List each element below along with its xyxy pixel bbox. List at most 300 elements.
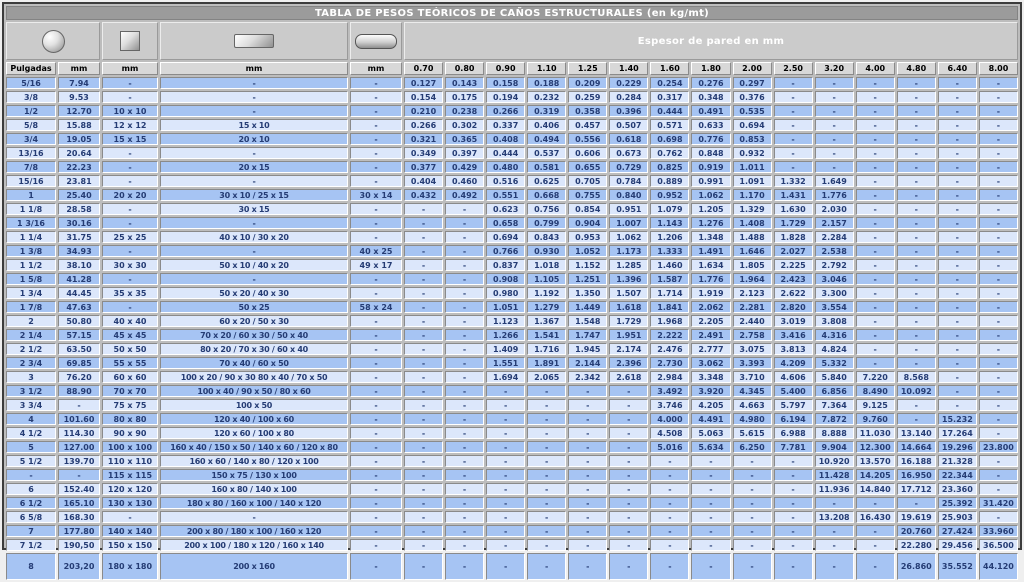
weights-table bbox=[4, 4, 1020, 582]
cell-weight: - bbox=[568, 497, 607, 509]
cell-dimension: - bbox=[102, 217, 158, 229]
table-row bbox=[6, 273, 1018, 285]
cell-weight: - bbox=[609, 539, 648, 551]
cell-weight: 2.491 bbox=[691, 329, 730, 341]
cell-weight: - bbox=[445, 483, 484, 495]
square-tube-header-cell bbox=[102, 22, 158, 60]
cell-weight: - bbox=[938, 189, 977, 201]
cell-weight: 13.570 bbox=[856, 455, 895, 467]
cell-weight: 1.018 bbox=[527, 259, 566, 271]
cell-dimension: 180 x 180 bbox=[102, 553, 158, 580]
cell-weight: 0.694 bbox=[733, 119, 772, 131]
thickness-column-header: 1.25 bbox=[568, 62, 607, 75]
cell-weight: - bbox=[609, 483, 648, 495]
cell-dimension: 30 x 14 bbox=[350, 189, 402, 201]
cell-weight: - bbox=[445, 217, 484, 229]
cell-weight: 5.634 bbox=[691, 441, 730, 453]
cell-pulgadas: 13/16 bbox=[6, 147, 56, 159]
cell-dimension: - bbox=[350, 539, 402, 551]
cell-weight: 1.776 bbox=[815, 189, 854, 201]
cell-weight: 6.856 bbox=[815, 385, 854, 397]
cell-weight: - bbox=[979, 329, 1018, 341]
cell-weight: - bbox=[404, 273, 443, 285]
cell-weight: 1.266 bbox=[486, 329, 525, 341]
cell-weight: 1.367 bbox=[527, 315, 566, 327]
cell-dimension: - bbox=[160, 245, 348, 257]
cell-weight: 2.174 bbox=[609, 343, 648, 355]
cell-weight: - bbox=[486, 497, 525, 509]
cell-weight: 1.729 bbox=[609, 315, 648, 327]
cell-weight: - bbox=[486, 539, 525, 551]
cell-weight: 29.456 bbox=[938, 539, 977, 551]
cell-weight: 0.406 bbox=[527, 119, 566, 131]
cell-weight: 1.630 bbox=[774, 203, 813, 215]
cell-dimension: - bbox=[102, 511, 158, 523]
cell-dimension: - bbox=[350, 203, 402, 215]
cell-weight: 0.404 bbox=[404, 175, 443, 187]
cell-weight: 1.051 bbox=[486, 301, 525, 313]
cell-pulgadas: 1 3/8 bbox=[6, 245, 56, 257]
cell-dimension: - bbox=[350, 511, 402, 523]
table-row bbox=[6, 259, 1018, 271]
cell-weight: 1.105 bbox=[527, 273, 566, 285]
cell-weight: - bbox=[733, 497, 772, 509]
cell-weight: 0.755 bbox=[568, 189, 607, 201]
cell-dimension: - bbox=[102, 203, 158, 215]
table-row bbox=[6, 161, 1018, 173]
cell-weight: - bbox=[856, 553, 895, 580]
cell-weight: - bbox=[897, 301, 936, 313]
cell-weight: 0.762 bbox=[650, 147, 689, 159]
cell-weight: 1.805 bbox=[733, 259, 772, 271]
cell-weight: - bbox=[527, 511, 566, 523]
cell-weight: 0.480 bbox=[486, 161, 525, 173]
cell-weight: 0.535 bbox=[733, 105, 772, 117]
cell-dimension: 44.45 bbox=[58, 287, 100, 299]
cell-dimension: 140 x 140 bbox=[102, 525, 158, 537]
cell-dimension: - bbox=[350, 525, 402, 537]
cell-weight: 1.964 bbox=[733, 273, 772, 285]
cell-weight: 1.747 bbox=[568, 329, 607, 341]
cell-weight: - bbox=[609, 497, 648, 509]
cell-dimension: 34.93 bbox=[58, 245, 100, 257]
cell-weight: - bbox=[897, 287, 936, 299]
cell-weight: 1.079 bbox=[650, 203, 689, 215]
cell-weight: - bbox=[897, 217, 936, 229]
cell-dimension: - bbox=[102, 301, 158, 313]
table-row bbox=[6, 385, 1018, 397]
cell-weight: 0.655 bbox=[568, 161, 607, 173]
column-header-row bbox=[6, 62, 1018, 75]
table-row bbox=[6, 105, 1018, 117]
cell-weight: - bbox=[404, 399, 443, 411]
cell-weight: - bbox=[445, 287, 484, 299]
cell-dimension: 31.75 bbox=[58, 231, 100, 243]
cell-weight: 1.776 bbox=[691, 273, 730, 285]
cell-weight: 5.615 bbox=[733, 427, 772, 439]
cell-weight: 0.516 bbox=[486, 175, 525, 187]
cell-weight: - bbox=[404, 245, 443, 257]
cell-dimension: 49 x 17 bbox=[350, 259, 402, 271]
cell-weight: 1.062 bbox=[609, 231, 648, 243]
cell-weight: 3.808 bbox=[815, 315, 854, 327]
cell-dimension: 115 x 115 bbox=[102, 469, 158, 481]
cell-dimension: - bbox=[350, 553, 402, 580]
cell-weight: 0.853 bbox=[733, 133, 772, 145]
cell-weight: - bbox=[568, 427, 607, 439]
cell-dimension: - bbox=[350, 105, 402, 117]
cell-dimension: 10 x 10 bbox=[102, 105, 158, 117]
cell-weight: - bbox=[650, 455, 689, 467]
cell-weight: - bbox=[404, 441, 443, 453]
cell-dimension: 75 x 75 bbox=[102, 399, 158, 411]
cell-weight: - bbox=[897, 189, 936, 201]
cell-dimension: 22.23 bbox=[58, 161, 100, 173]
cell-dimension: 50 x 50 bbox=[102, 343, 158, 355]
cell-weight: 1.551 bbox=[486, 357, 525, 369]
cell-weight: 0.843 bbox=[527, 231, 566, 243]
cell-dimension: 160 x 80 / 140 x 100 bbox=[160, 483, 348, 495]
cell-weight: - bbox=[774, 161, 813, 173]
cell-weight: - bbox=[527, 525, 566, 537]
cell-weight: - bbox=[445, 413, 484, 425]
cell-weight: - bbox=[897, 343, 936, 355]
cell-weight: - bbox=[979, 147, 1018, 159]
cell-weight: - bbox=[691, 469, 730, 481]
cell-weight: 1.062 bbox=[691, 189, 730, 201]
cell-pulgadas: 1 1/4 bbox=[6, 231, 56, 243]
cell-weight: 0.127 bbox=[404, 77, 443, 89]
cell-weight: - bbox=[733, 553, 772, 580]
cell-weight: 0.854 bbox=[568, 203, 607, 215]
cell-pulgadas: 2 3/4 bbox=[6, 357, 56, 369]
cell-weight: 2.062 bbox=[691, 301, 730, 313]
cell-weight: 11.936 bbox=[815, 483, 854, 495]
cell-weight: 9.760 bbox=[856, 413, 895, 425]
cell-weight: - bbox=[650, 525, 689, 537]
cell-weight: - bbox=[486, 469, 525, 481]
cell-weight: - bbox=[650, 539, 689, 551]
cell-weight: - bbox=[650, 483, 689, 495]
cell-weight: - bbox=[897, 413, 936, 425]
cell-weight: - bbox=[404, 231, 443, 243]
cell-pulgadas: 3 1/2 bbox=[6, 385, 56, 397]
cell-weight: 2.284 bbox=[815, 231, 854, 243]
cell-weight: 0.623 bbox=[486, 203, 525, 215]
cell-weight: 0.259 bbox=[568, 91, 607, 103]
dimension-column-header: mm bbox=[102, 62, 158, 75]
cell-weight: - bbox=[609, 441, 648, 453]
table-row bbox=[6, 91, 1018, 103]
cell-weight: 8.568 bbox=[897, 371, 936, 383]
cell-weight: 11.428 bbox=[815, 469, 854, 481]
cell-weight: - bbox=[897, 497, 936, 509]
thickness-column-header: 8.00 bbox=[979, 62, 1018, 75]
cell-dimension: - bbox=[160, 217, 348, 229]
cell-weight: 1.011 bbox=[733, 161, 772, 173]
table-row bbox=[6, 469, 1018, 481]
cell-dimension: 50 x 25 bbox=[160, 301, 348, 313]
thickness-column-header: 4.80 bbox=[897, 62, 936, 75]
cell-weight: - bbox=[445, 371, 484, 383]
cell-dimension: - bbox=[58, 469, 100, 481]
cell-weight: 16.188 bbox=[897, 455, 936, 467]
cell-dimension: 100 x 50 bbox=[160, 399, 348, 411]
cell-dimension: 20 x 15 bbox=[160, 161, 348, 173]
cell-pulgadas: 6 1/2 bbox=[6, 497, 56, 509]
cell-weight: - bbox=[774, 147, 813, 159]
cell-dimension: 40 x 40 bbox=[102, 315, 158, 327]
cell-weight: 0.930 bbox=[527, 245, 566, 257]
cell-dimension: 15.88 bbox=[58, 119, 100, 131]
cell-dimension: 127.00 bbox=[58, 441, 100, 453]
cell-weight: - bbox=[568, 413, 607, 425]
table-row bbox=[6, 497, 1018, 509]
cell-weight: - bbox=[404, 217, 443, 229]
cell-weight: 35.552 bbox=[938, 553, 977, 580]
cell-weight: 31.420 bbox=[979, 497, 1018, 509]
cell-weight: 0.606 bbox=[568, 147, 607, 159]
cell-weight: - bbox=[815, 161, 854, 173]
cell-weight: 0.799 bbox=[527, 217, 566, 229]
cell-weight: 8.888 bbox=[815, 427, 854, 439]
cell-weight: - bbox=[979, 287, 1018, 299]
cell-weight: - bbox=[979, 119, 1018, 131]
cell-weight: 2.792 bbox=[815, 259, 854, 271]
cell-weight: 1.007 bbox=[609, 217, 648, 229]
cell-weight: - bbox=[938, 301, 977, 313]
cell-weight: 4.209 bbox=[774, 357, 813, 369]
cell-weight: - bbox=[691, 497, 730, 509]
cell-weight: 0.297 bbox=[733, 77, 772, 89]
cell-weight: 2.730 bbox=[650, 357, 689, 369]
table-row bbox=[6, 455, 1018, 467]
cell-weight: - bbox=[486, 441, 525, 453]
cell-pulgadas: 1 3/4 bbox=[6, 287, 56, 299]
cell-weight: 4.345 bbox=[733, 385, 772, 397]
cell-weight: - bbox=[404, 525, 443, 537]
cell-weight: 0.507 bbox=[609, 119, 648, 131]
table-row bbox=[6, 441, 1018, 453]
cell-weight: 1.694 bbox=[486, 371, 525, 383]
cell-weight: - bbox=[979, 259, 1018, 271]
cell-weight: 22.280 bbox=[897, 539, 936, 551]
cell-weight: 0.618 bbox=[609, 133, 648, 145]
cell-weight: - bbox=[856, 231, 895, 243]
cell-pulgadas: 1 7/8 bbox=[6, 301, 56, 313]
cell-weight: - bbox=[815, 133, 854, 145]
cell-weight: 0.444 bbox=[486, 147, 525, 159]
cell-weight: - bbox=[979, 133, 1018, 145]
cell-weight: 0.837 bbox=[486, 259, 525, 271]
cell-weight: 1.968 bbox=[650, 315, 689, 327]
cell-pulgadas: 3/4 bbox=[6, 133, 56, 145]
cell-pulgadas: 4 1/2 bbox=[6, 427, 56, 439]
cell-weight: 4.205 bbox=[691, 399, 730, 411]
cell-dimension: 168.30 bbox=[58, 511, 100, 523]
cell-weight: - bbox=[856, 217, 895, 229]
thickness-column-header: 1.60 bbox=[650, 62, 689, 75]
cell-weight: - bbox=[733, 455, 772, 467]
cell-weight: 0.194 bbox=[486, 91, 525, 103]
cell-weight: - bbox=[856, 161, 895, 173]
cell-weight: - bbox=[404, 483, 443, 495]
table-body bbox=[6, 77, 1018, 580]
cell-dimension: - bbox=[58, 399, 100, 411]
cell-weight: - bbox=[774, 539, 813, 551]
cell-weight: - bbox=[404, 315, 443, 327]
cell-weight: 6.988 bbox=[774, 427, 813, 439]
cell-weight: - bbox=[445, 329, 484, 341]
cell-pulgadas: 15/16 bbox=[6, 175, 56, 187]
cell-pulgadas: 2 1/4 bbox=[6, 329, 56, 341]
table-row bbox=[6, 525, 1018, 537]
cell-weight: - bbox=[733, 511, 772, 523]
cell-dimension: 120 x 40 / 100 x 60 bbox=[160, 413, 348, 425]
cell-weight: - bbox=[897, 119, 936, 131]
cell-weight: 17.264 bbox=[938, 427, 977, 439]
cell-weight: 2.205 bbox=[691, 315, 730, 327]
cell-weight: 1.951 bbox=[609, 329, 648, 341]
cell-weight: - bbox=[527, 539, 566, 551]
cell-dimension: - bbox=[160, 175, 348, 187]
cell-weight: - bbox=[609, 469, 648, 481]
cell-weight: 23.360 bbox=[938, 483, 977, 495]
cell-weight: - bbox=[979, 357, 1018, 369]
cell-weight: - bbox=[938, 287, 977, 299]
cell-weight: 2.157 bbox=[815, 217, 854, 229]
cell-weight: 0.537 bbox=[527, 147, 566, 159]
cell-weight: 1.449 bbox=[568, 301, 607, 313]
cell-weight: - bbox=[938, 357, 977, 369]
cell-weight: - bbox=[897, 357, 936, 369]
cell-weight: 2.820 bbox=[774, 301, 813, 313]
cell-dimension: - bbox=[350, 147, 402, 159]
cell-weight: 5.063 bbox=[691, 427, 730, 439]
rectangular-tube-header-cell bbox=[160, 22, 348, 60]
cell-weight: 3.300 bbox=[815, 287, 854, 299]
cell-dimension: 90 x 90 bbox=[102, 427, 158, 439]
cell-weight: 25.903 bbox=[938, 511, 977, 523]
cell-weight: - bbox=[445, 259, 484, 271]
cell-weight: 0.705 bbox=[568, 175, 607, 187]
cell-dimension: 12.70 bbox=[58, 105, 100, 117]
table-row bbox=[6, 371, 1018, 383]
cell-weight: - bbox=[979, 399, 1018, 411]
rectangular-tube-icon bbox=[234, 34, 274, 48]
cell-dimension: - bbox=[102, 77, 158, 89]
cell-weight: - bbox=[938, 245, 977, 257]
cell-weight: 7.220 bbox=[856, 371, 895, 383]
cell-weight: - bbox=[897, 91, 936, 103]
cell-weight: 2.476 bbox=[650, 343, 689, 355]
cell-pulgadas: 5 1/2 bbox=[6, 455, 56, 467]
shape-icons-row bbox=[6, 22, 1018, 60]
cell-weight: - bbox=[979, 427, 1018, 439]
cell-weight: - bbox=[856, 329, 895, 341]
cell-weight: - bbox=[856, 539, 895, 551]
cell-weight: 33.960 bbox=[979, 525, 1018, 537]
square-tube-icon bbox=[120, 31, 140, 51]
cell-weight: - bbox=[897, 203, 936, 215]
cell-weight: 5.400 bbox=[774, 385, 813, 397]
cell-weight: - bbox=[979, 413, 1018, 425]
cell-weight: - bbox=[774, 497, 813, 509]
cell-weight: 4.824 bbox=[815, 343, 854, 355]
thickness-column-header: 3.20 bbox=[815, 62, 854, 75]
cell-dimension: 9.53 bbox=[58, 91, 100, 103]
cell-weight: 0.284 bbox=[609, 91, 648, 103]
cell-weight: - bbox=[856, 245, 895, 257]
cell-weight: 0.460 bbox=[445, 175, 484, 187]
cell-dimension: - bbox=[102, 245, 158, 257]
cell-weight: - bbox=[897, 273, 936, 285]
cell-weight: - bbox=[856, 175, 895, 187]
cell-dimension: - bbox=[350, 175, 402, 187]
cell-weight: - bbox=[979, 175, 1018, 187]
cell-weight: 2.396 bbox=[609, 357, 648, 369]
cell-weight: - bbox=[774, 77, 813, 89]
cell-weight: - bbox=[938, 273, 977, 285]
cell-weight: - bbox=[897, 161, 936, 173]
cell-dimension: 30 x 15 bbox=[160, 203, 348, 215]
cell-weight: 27.424 bbox=[938, 525, 977, 537]
cell-weight: 4.000 bbox=[650, 413, 689, 425]
cell-weight: 1.634 bbox=[691, 259, 730, 271]
cell-weight: - bbox=[938, 315, 977, 327]
cell-weight: 0.429 bbox=[445, 161, 484, 173]
cell-weight: - bbox=[774, 553, 813, 580]
cell-dimension: 120 x 120 bbox=[102, 483, 158, 495]
cell-dimension: 40 x 10 / 30 x 20 bbox=[160, 231, 348, 243]
cell-dimension: 15 x 15 bbox=[102, 133, 158, 145]
cell-weight: 4.491 bbox=[691, 413, 730, 425]
cell-weight: - bbox=[568, 539, 607, 551]
table-row bbox=[6, 231, 1018, 243]
cell-weight: - bbox=[938, 259, 977, 271]
cell-weight: - bbox=[856, 203, 895, 215]
cell-dimension: - bbox=[350, 343, 402, 355]
cell-weight: 9.904 bbox=[815, 441, 854, 453]
cell-dimension: 60 x 20 / 50 x 30 bbox=[160, 315, 348, 327]
cell-dimension: 20.64 bbox=[58, 147, 100, 159]
cell-weight: 11.030 bbox=[856, 427, 895, 439]
cell-weight: - bbox=[486, 553, 525, 580]
cell-weight: - bbox=[938, 217, 977, 229]
cell-weight: - bbox=[568, 511, 607, 523]
cell-weight: 1.285 bbox=[609, 259, 648, 271]
cell-weight: - bbox=[609, 553, 648, 580]
cell-dimension: 7.94 bbox=[58, 77, 100, 89]
cell-dimension: 150 x 75 / 130 x 100 bbox=[160, 469, 348, 481]
table-row bbox=[6, 301, 1018, 313]
cell-dimension: 70 x 70 bbox=[102, 385, 158, 397]
cell-weight: - bbox=[486, 385, 525, 397]
cell-weight: 0.210 bbox=[404, 105, 443, 117]
cell-weight: - bbox=[938, 399, 977, 411]
cell-dimension: - bbox=[350, 315, 402, 327]
cell-weight: 1.332 bbox=[774, 175, 813, 187]
cell-weight: 0.229 bbox=[609, 77, 648, 89]
cell-dimension: 45 x 45 bbox=[102, 329, 158, 341]
cell-dimension: - bbox=[160, 273, 348, 285]
cell-dimension: 55 x 55 bbox=[102, 357, 158, 369]
cell-weight: - bbox=[774, 105, 813, 117]
cell-weight: 0.492 bbox=[445, 189, 484, 201]
table-row bbox=[6, 357, 1018, 369]
cell-dimension: - bbox=[350, 399, 402, 411]
cell-weight: - bbox=[856, 343, 895, 355]
